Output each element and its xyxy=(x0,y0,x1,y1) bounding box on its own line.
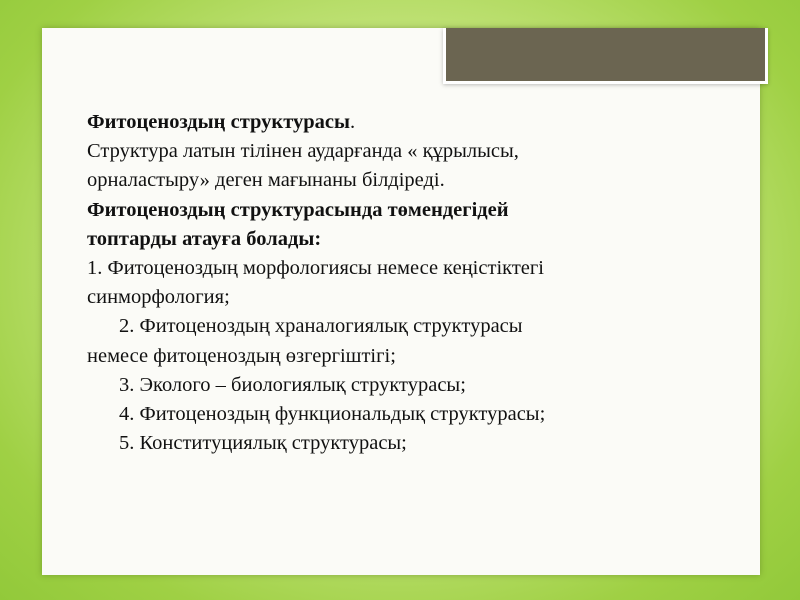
list-item-1-continued: синморфология; xyxy=(87,286,230,309)
text-line-definition-2: орналастыру» деген мағынаны білдіреді. xyxy=(87,169,445,192)
heading-period: . xyxy=(350,111,356,133)
text-line-title xyxy=(87,108,727,137)
list-item-4: 4. Фитоценоздың функциональдық структурасы; xyxy=(119,403,546,426)
heading-bold-text: Фитоценоздың структурасы xyxy=(87,111,351,133)
slide-text-body xyxy=(87,108,727,458)
list-item-1: 1. Фитоценоздың морфологиясы немесе кеңістіктегі xyxy=(87,257,544,280)
list-item-5: 5. Конституциялық структурасы; xyxy=(119,432,407,455)
title-accent-block xyxy=(443,28,768,84)
list-item-2: 2. Фитоценоздың храналогиялық структурасы xyxy=(119,315,523,338)
text-line-subheading-1: Фитоценоздың структурасында төмендегідей xyxy=(87,198,509,221)
text-line-subheading-2: топтарды атауға болады: xyxy=(87,227,322,250)
list-item-2-continued: немесе фитоценоздың өзгергіштігі; xyxy=(87,344,396,367)
list-item-3: 3. Эколого – биологиялық структурасы; xyxy=(119,373,466,396)
text-line-definition-1: Структура латын тілінен аударғанда « құрылысы, xyxy=(87,140,519,163)
